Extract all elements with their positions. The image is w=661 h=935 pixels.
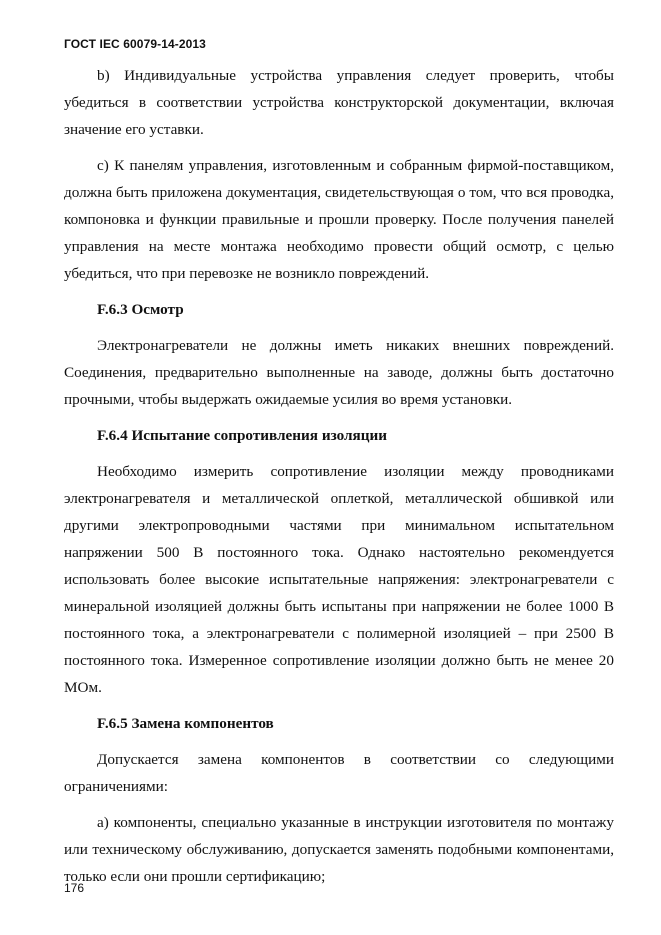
paragraph-f64: Необходимо измерить сопротивление изоляции между проводниками электронагревателя и металлической оплеткой, металлической обшивкой или другими электропроводными частями при минимальном испытательном напряжении 500 В постоянного тока. Однако настоятельно рекомендуется использовать более высокие испытательные напряжения: электронагреватели с минеральной изоляцией должны быть испытаны при напряжении не более 1000 В постоянного тока, а электронагреватели с полимерной изоляцией – при 2500 В постоянного тока. Измеренное сопротивление изоляции должно быть не менее 20 МОм. <box>64 463 614 696</box>
paragraph-c: c) К панелям управления, изготовленным и собранным фирмой-поставщиком, должна быть приложена документация, свидетельствующая о том, что вся проводка, компоновка и функции правильные и прошли проверку. После получения панелей управления на месте монтажа необходимо провести общий осмотр, с целью убедиться, что при перевозке не возникло повреждений. <box>64 157 614 282</box>
paragraph-f65: Допускается замена компонентов в соответствии со следующими ограничениями: <box>64 751 614 795</box>
document-body <box>64 62 614 890</box>
section-heading-f63: F.6.3 Осмотр <box>97 301 184 318</box>
section-heading-f64: F.6.4 Испытание сопротивления изоляции <box>97 427 387 444</box>
document-code-header: ГОСТ IEC 60079-14-2013 <box>64 37 206 51</box>
paragraph-f63: Электронагреватели не должны иметь никаких внешних повреждений. Соединения, предварительно выполненные на заводе, должны быть достаточно прочными, чтобы выдержать ожидаемые усилия во время установки. <box>64 337 614 408</box>
paragraph-a: a) компоненты, специально указанные в инструкции изготовителя по монтажу или техническому обслуживанию, допускается заменять подобными компонентами, только если они прошли сертификацию; <box>64 814 614 885</box>
page-number: 176 <box>64 881 85 895</box>
section-heading-f65: F.6.5 Замена компонентов <box>97 715 274 732</box>
paragraph-b: b) Индивидуальные устройства управления следует проверить, чтобы убедиться в соответствии устройства конструкторской документации, включая значение его уставки. <box>64 67 614 138</box>
